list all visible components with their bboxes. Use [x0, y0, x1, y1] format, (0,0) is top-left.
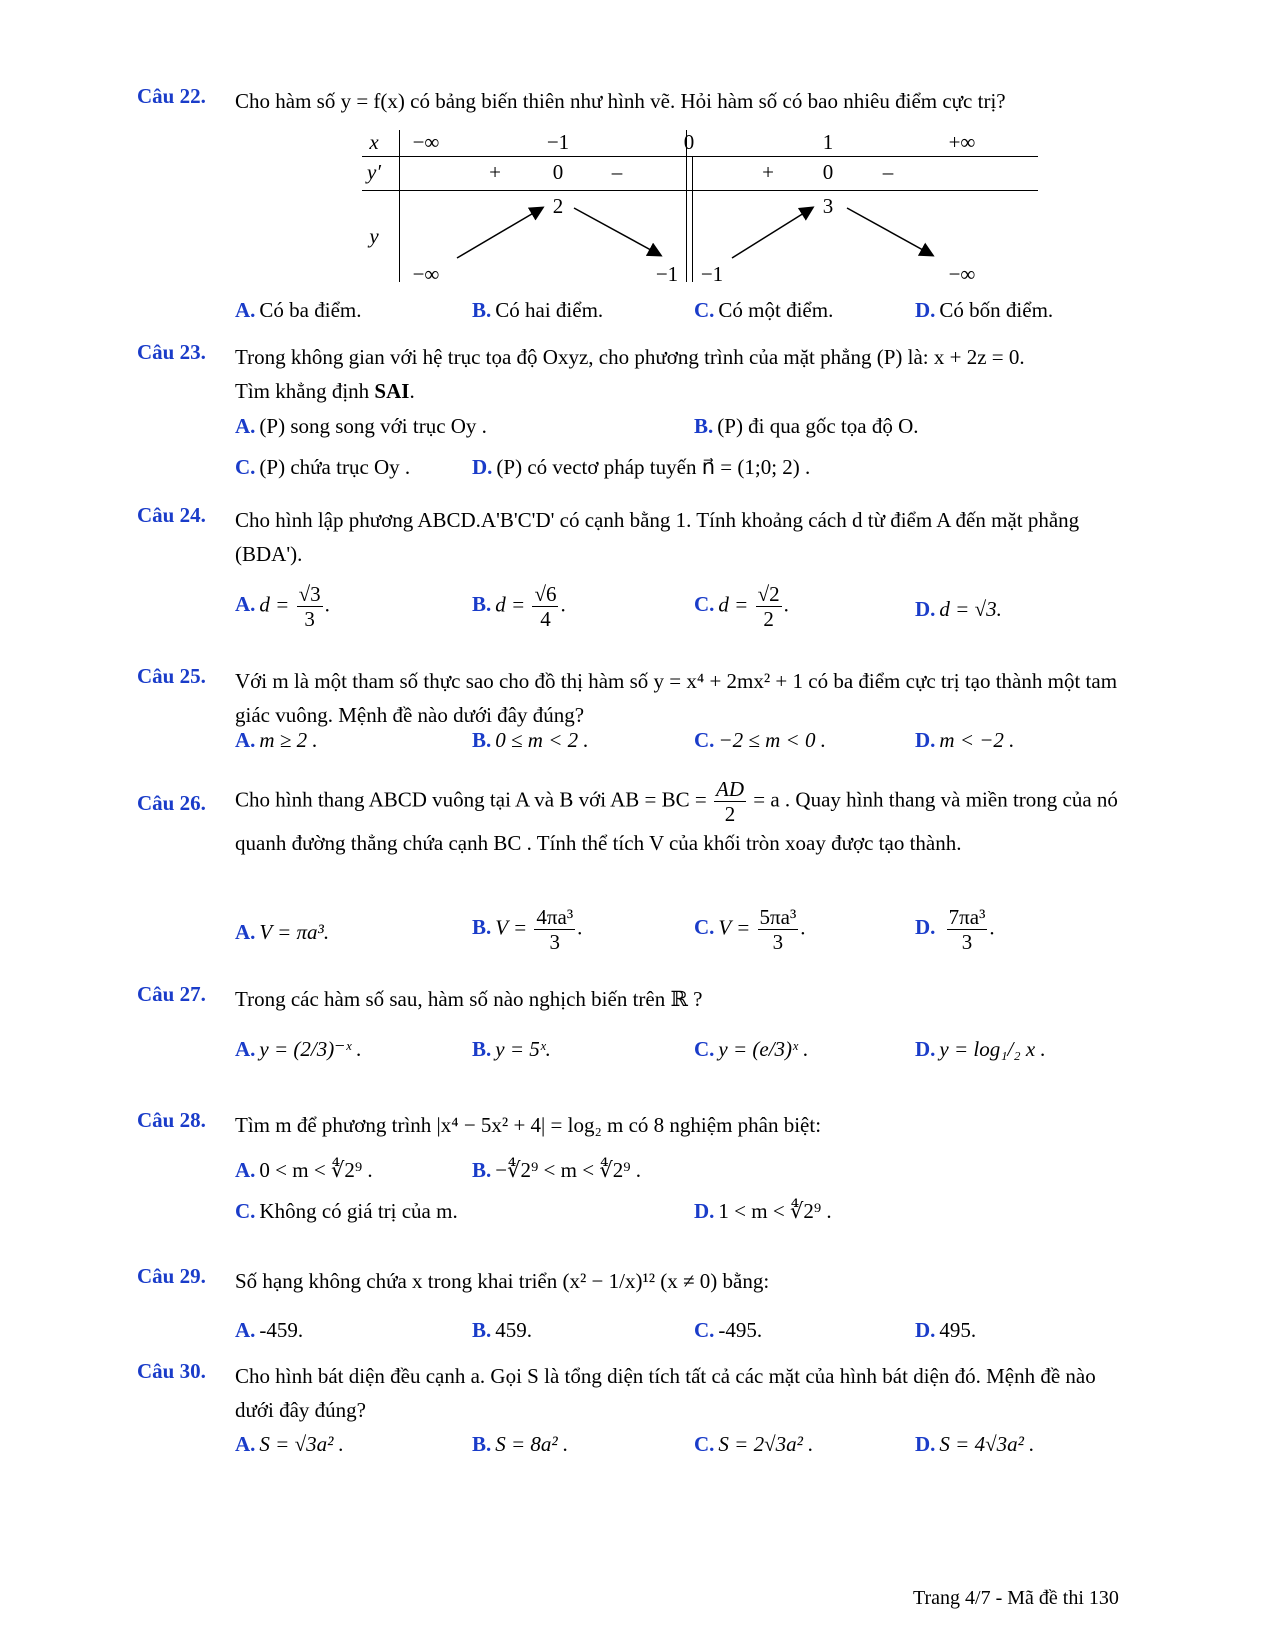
option-b[interactable]: B. y = 5ˣ. — [472, 1037, 551, 1061]
option-c[interactable]: C. d = $\frac{√2}{2}$ . — [694, 582, 789, 631]
question-label: Câu 24. — [137, 503, 206, 527]
question-label: Câu 28. — [137, 1108, 206, 1132]
option-a[interactable]: A. V = πa³. — [235, 920, 330, 944]
option-a[interactable]: A. y = (2/3)⁻ˣ . — [235, 1037, 362, 1061]
question-label: Câu 26. — [137, 791, 206, 815]
x-value: −1 — [546, 130, 570, 154]
arrow-up — [457, 208, 542, 258]
option-b[interactable]: B. V = $\frac{\text{4πa³}}{3}$ . — [472, 905, 583, 954]
row-label-yprime: y′ — [367, 160, 381, 184]
option-a[interactable]: A. (P) song song với trục Oy . — [235, 414, 487, 438]
option-a[interactable]: A. S = √3a² . — [235, 1432, 344, 1456]
y-max: 3 — [822, 194, 834, 218]
x-value: 0 — [683, 130, 695, 154]
question-text: Trong không gian với hệ trục tọa độ Oxyz, cho phương trình của mặt phẳng (P) là: x + 2z = 0. Tìm khẳng định SAI. — [235, 345, 1025, 403]
option-c[interactable]: C. −2 ≤ m < 0 . — [694, 728, 826, 752]
arrow-down — [574, 208, 660, 255]
option-b[interactable]: B. d = $\frac{√6}{4}$ . — [472, 582, 566, 631]
option-c[interactable]: C. Không có giá trị của m. — [235, 1199, 458, 1223]
option-b[interactable]: B. S = 8a² . — [472, 1432, 569, 1456]
row-label-y: y — [369, 224, 379, 248]
question-label: Câu 29. — [137, 1264, 206, 1288]
arrow-down — [847, 208, 932, 255]
option-a[interactable]: A. 0 < m < ∜2⁹ . — [235, 1158, 373, 1182]
question-text: Cho hình lập phương ABCD.A'B'C'D' có cạnh bằng 1. Tính khoảng cách d từ điểm A đến mặt phẳng (BDA'). — [235, 508, 1080, 566]
x-value: 1 — [822, 130, 834, 154]
sign: 0 — [822, 160, 834, 184]
y-max: 2 — [552, 194, 564, 218]
option-b[interactable]: B. 459. — [472, 1318, 533, 1342]
sign: + — [489, 160, 501, 184]
question-label: Câu 27. — [137, 982, 206, 1006]
option-c[interactable]: C. (P) chứa trục Oy . — [235, 455, 411, 479]
y-limit: −∞ — [412, 262, 440, 286]
option-d[interactable]: D. S = 4√3a² . — [915, 1432, 1035, 1456]
option-a[interactable]: A. -459. — [235, 1318, 304, 1342]
y-limit: −1 — [655, 262, 679, 286]
option-b[interactable]: B. (P) đi qua gốc tọa độ O. — [694, 414, 919, 438]
option-b[interactable]: B. 0 ≤ m < 2 . — [472, 728, 589, 752]
option-b[interactable]: B. −∜2⁹ < m < ∜2⁹ . — [472, 1158, 642, 1182]
option-d[interactable]: D. m < −2 . — [915, 728, 1015, 752]
option-c[interactable]: C. V = $\frac{\text{5πa³}}{3}$ . — [694, 905, 806, 954]
question-label: Câu 22. — [137, 84, 206, 108]
row-label-x: x — [369, 130, 379, 154]
x-value: −∞ — [412, 130, 440, 154]
option-c[interactable]: C. y = (e/3)ˣ . — [694, 1037, 809, 1061]
question-label: Câu 25. — [137, 664, 206, 688]
option-d[interactable]: D. d = √3. — [915, 597, 1002, 621]
option-a[interactable]: A. d = $\frac{√3}{3}$ . — [235, 582, 330, 631]
option-d[interactable]: D. y = log₁/₂ x . — [915, 1037, 1046, 1061]
option-a[interactable]: A. Có ba điểm. — [235, 298, 362, 322]
page-footer: Trang 4/7 - Mã đề thi 130 — [913, 1587, 1119, 1609]
y-limit: −∞ — [948, 262, 976, 286]
option-b[interactable]: B. Có hai điểm. — [472, 298, 604, 322]
option-d[interactable]: D. $\frac{\text{7πa³}}{3}$ . — [915, 905, 995, 954]
variation-arrows — [362, 130, 1038, 295]
question-text: Số hạng không chứa x trong khai triển (x² − 1/x)¹² (x ≠ 0) bằng: — [235, 1269, 770, 1293]
option-c[interactable]: C. S = 2√3a² . — [694, 1432, 814, 1456]
sign: – — [611, 160, 623, 184]
option-d[interactable]: D. (P) có vectơ pháp tuyến n⃗ = (1;0; 2) . — [472, 455, 811, 479]
question-text: Cho hình thang ABCD vuông tại A và B với AB = BC = $\frac{AD}{2}$ = a . Quay hình thang và miền trong của nó quanh đường thẳng chứa cạnh BC . Tính thể tích V của khối tròn xoay được tạo thành. — [235, 777, 1118, 855]
option-c[interactable]: C. Có một điểm. — [694, 298, 834, 322]
question-label: Câu 23. — [137, 340, 206, 364]
option-c[interactable]: C. -495. — [694, 1318, 763, 1342]
question-text: Trong các hàm số sau, hàm số nào nghịch biến trên ℝ ? — [235, 987, 703, 1011]
question-text: Cho hình bát diện đều cạnh a. Gọi S là tổng diện tích tất cả các mặt của hình bát diện đó. Mệnh đề nào dưới đây đúng? — [235, 1364, 1096, 1422]
question-text: Tìm m để phương trình |x⁴ − 5x² + 4| = log₂ m có 8 nghiệm phân biệt: — [235, 1113, 822, 1137]
sign: 0 — [552, 160, 564, 184]
option-d[interactable]: D. 495. — [915, 1318, 977, 1342]
option-d[interactable]: D. 1 < m < ∜2⁹ . — [694, 1199, 832, 1223]
question-text: Với m là một tham số thực sao cho đồ thị hàm số y = x⁴ + 2mx² + 1 có ba điểm cực trị tạo thành một tam giác vuông. Mệnh đề nào dưới đây đúng? — [235, 669, 1118, 727]
x-value: +∞ — [948, 130, 976, 154]
option-d[interactable]: D. Có bốn điểm. — [915, 298, 1054, 322]
arrow-up — [732, 208, 812, 258]
option-a[interactable]: A. m ≥ 2 . — [235, 728, 318, 752]
sign: + — [762, 160, 774, 184]
variation-table — [362, 130, 1038, 295]
question-label: Câu 30. — [137, 1359, 206, 1383]
y-limit: −1 — [700, 262, 724, 286]
question-text: Cho hàm số y = f(x) có bảng biến thiên như hình vẽ. Hỏi hàm số có bao nhiêu điểm cực trị? — [235, 89, 1006, 113]
sign: – — [882, 160, 894, 184]
